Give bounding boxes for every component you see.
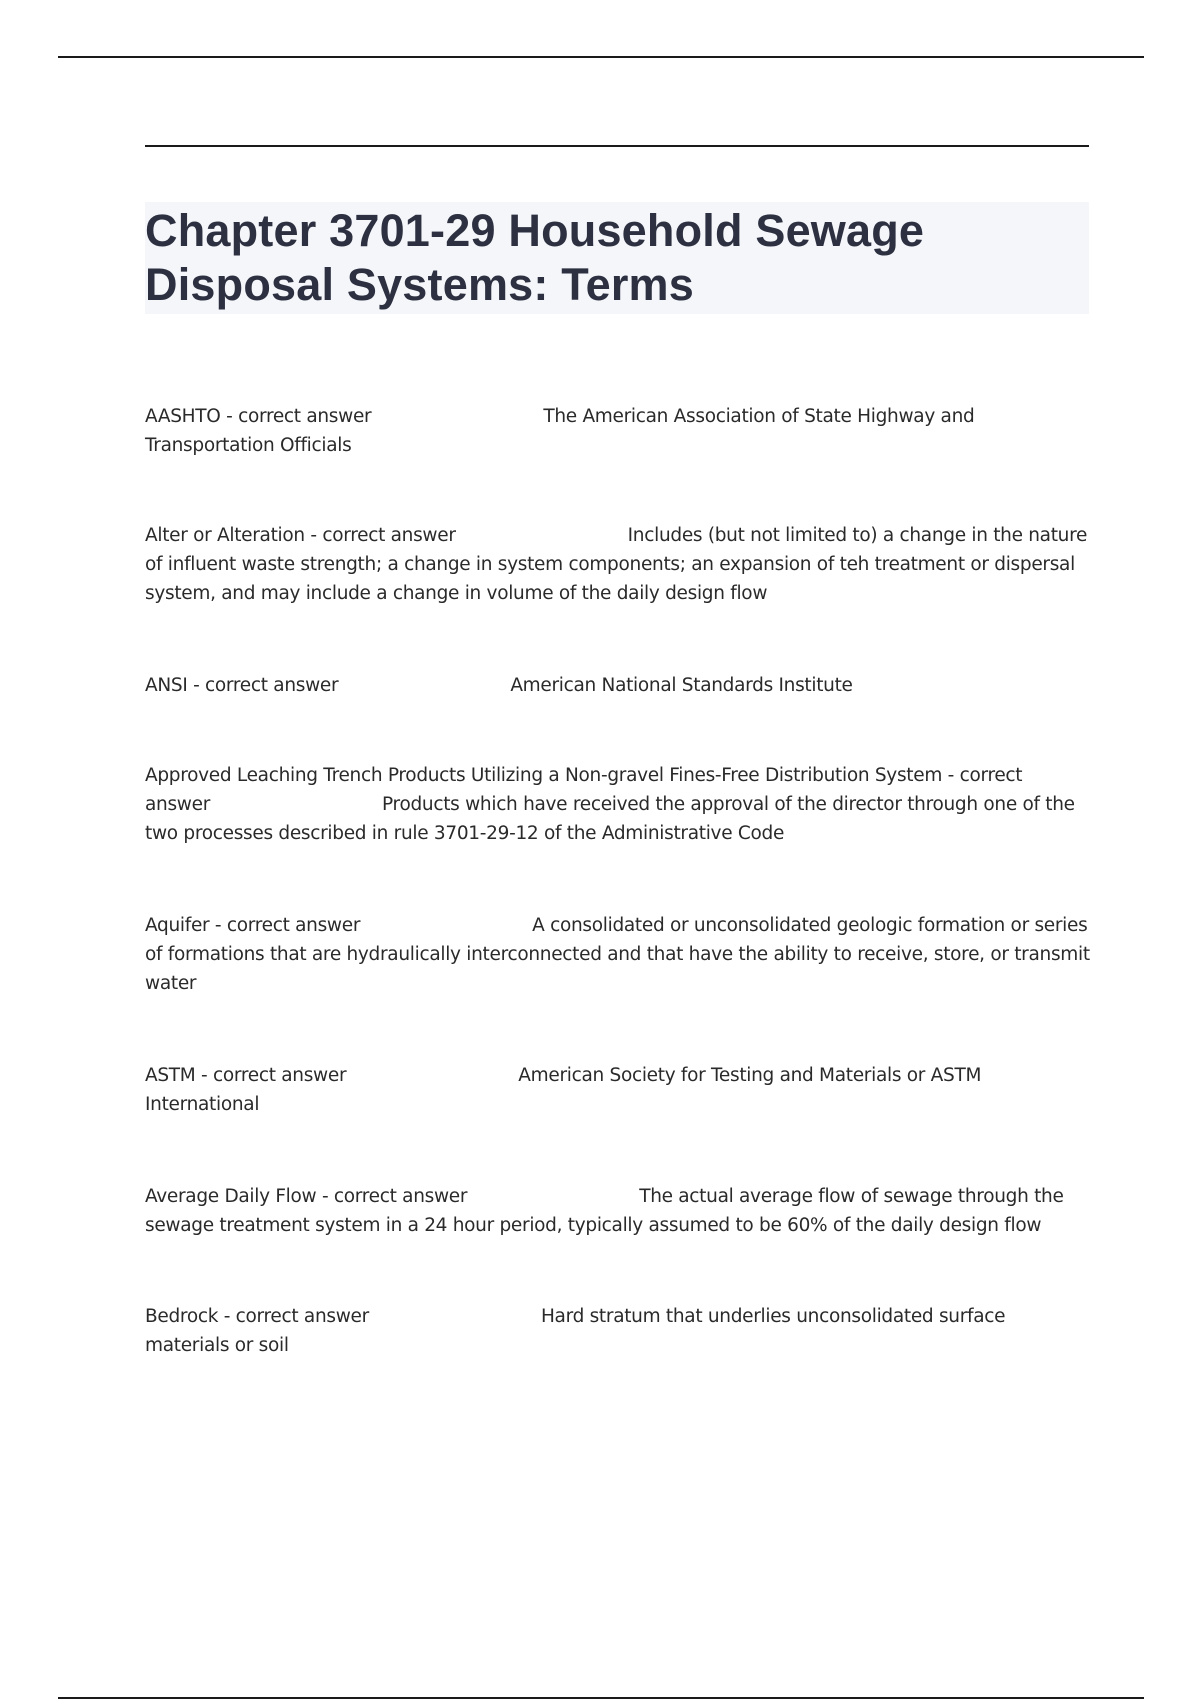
header-divider (145, 145, 1089, 147)
term-definition: The actual average flow of sewage through the sewage treatment system in a 24 hour period, typically assumed to be 60% of the daily design flow (145, 1186, 1064, 1236)
term-label: Aquifer - correct answer (145, 915, 361, 936)
term-entry (145, 761, 1090, 848)
term-entry (145, 1061, 1090, 1119)
term-definition: American Society for Testing and Materials or ASTM International (145, 1065, 982, 1115)
term-definition: A consolidated or unconsolidated geologic formation or series of formations that are hydraulically interconnected and that have the ability to receive, store, or transmit water (145, 915, 1090, 994)
term-entry (145, 1302, 1090, 1360)
term-entry (145, 671, 1090, 700)
term-entry (145, 911, 1090, 998)
term-definition: American National Standards Institute (510, 675, 853, 696)
term-entry (145, 521, 1090, 608)
term-label: ASTM - correct answer (145, 1065, 347, 1086)
term-label: AASHTO - correct answer (145, 406, 372, 427)
term-definition: Products which have received the approval of the director through one of the two processes described in rule 3701-29-12 of the Administrative Code (145, 794, 1075, 844)
term-label: ANSI - correct answer (145, 675, 339, 696)
term-label: Approved Leaching Trench Products Utilizing a Non-gravel Fines-Free Distribution System - correct answer (145, 765, 1023, 815)
term-entry (145, 402, 1090, 460)
top-divider (58, 56, 1144, 58)
term-entry (145, 1182, 1090, 1240)
term-label: Bedrock - correct answer (145, 1306, 369, 1327)
page-title: Chapter 3701-29 Household Sewage Disposal Systems: Terms (145, 205, 925, 310)
term-label: Alter or Alteration - correct answer (145, 525, 456, 546)
bottom-divider (58, 1697, 1144, 1699)
term-definition: The American Association of State Highway and Transportation Officials (145, 406, 975, 456)
term-label: Average Daily Flow - correct answer (145, 1186, 468, 1207)
term-definition: Hard stratum that underlies unconsolidated surface materials or soil (145, 1306, 1006, 1356)
term-definition: Includes (but not limited to) a change in the nature of influent waste strength; a change in system components; an expansion of teh treatment or dispersal system, and may include a change in volume of the daily design flow (145, 525, 1088, 604)
